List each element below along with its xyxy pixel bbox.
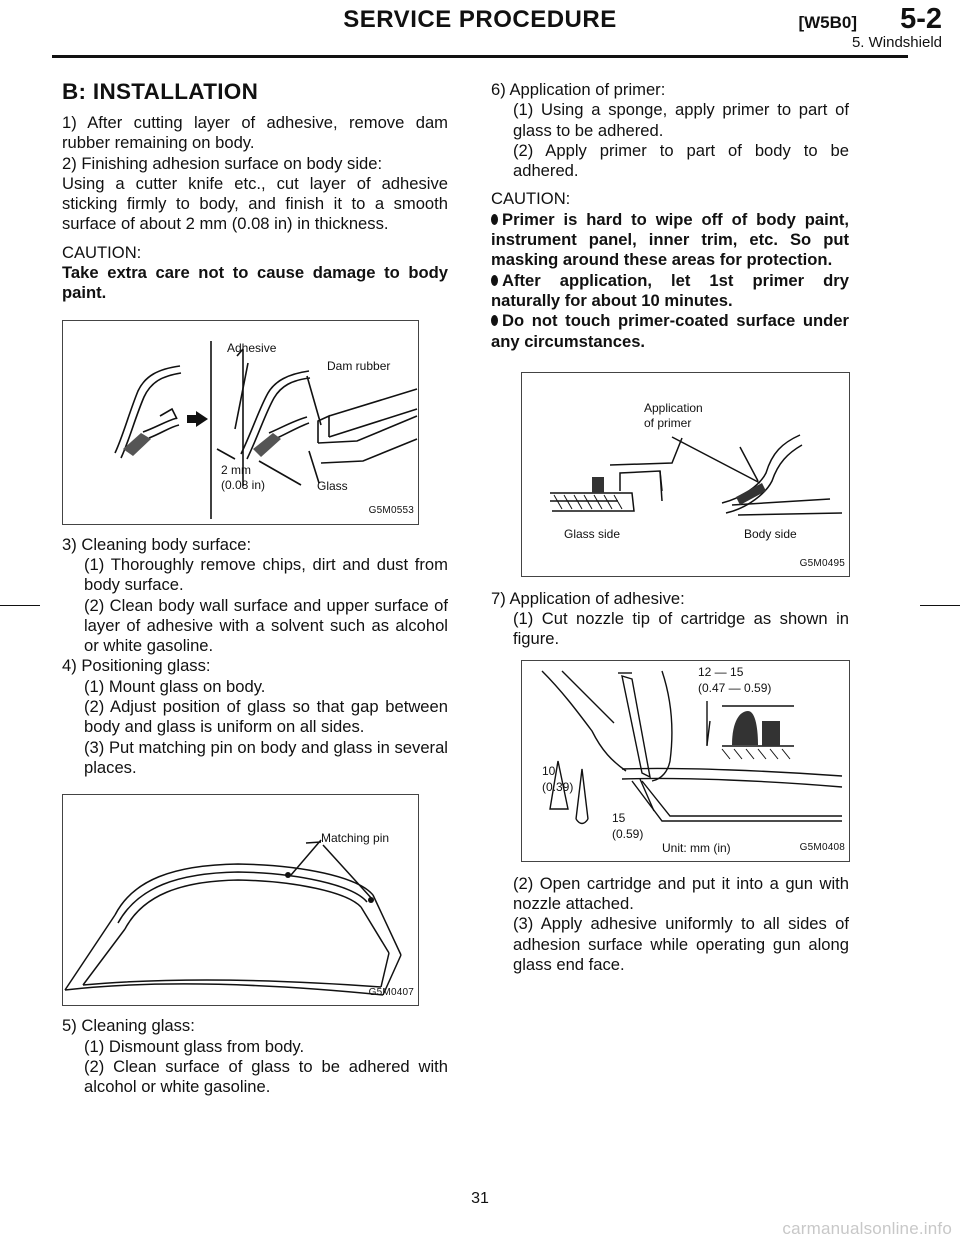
figure-primer-application — [521, 372, 850, 577]
header-code: [W5B0] — [798, 13, 857, 32]
header-subtitle: 5. Windshield — [851, 34, 942, 51]
step-1: 1) After cutting layer of adhesive, remove dam rubber remaining on body. — [62, 113, 448, 153]
label-glass-side: Glass side — [564, 526, 621, 541]
step-3-1: (1) Thoroughly remove chips, dirt and dust from body surface. — [84, 554, 448, 595]
bullet-icon — [491, 315, 498, 326]
label-adhesive: Adhesive — [227, 340, 277, 355]
bullet-icon — [491, 214, 498, 225]
label-of-primer: of primer — [644, 415, 692, 430]
figure-code: G5M0553 — [368, 505, 414, 517]
step-6-1: (1) Using a sponge, apply primer to part of glass to be adhered. — [513, 100, 849, 140]
step-7-1: (1) Cut nozzle tip of cartridge as shown in figure. — [513, 609, 849, 649]
header-title: SERVICE PROCEDURE — [343, 6, 617, 33]
label-047-059: (0.47 — 0.59) — [698, 680, 772, 695]
label-2mm: 2 mm — [221, 462, 251, 477]
caution-title: CAUTION: — [62, 242, 142, 262]
step-4: 4) Positioning glass: — [62, 656, 211, 676]
label-body-side: Body side — [744, 526, 797, 541]
figure-nozzle-cut — [521, 660, 850, 862]
caution-text: Take extra care not to cause damage to body paint. — [62, 263, 448, 303]
label-glass: Glass — [317, 478, 348, 493]
figure-code: G5M0408 — [799, 842, 845, 854]
step-4-3: (3) Put matching pin on body and glass in several places. — [84, 737, 448, 777]
step-7-3: (3) Apply adhesive uniformly to all sides of adhesion surface while operating gun along glass end face. — [513, 914, 849, 974]
caution-item: After application, let 1st primer dry naturally for about 10 minutes. — [491, 270, 849, 310]
caution-title: CAUTION: — [491, 189, 571, 209]
right-margin-mark — [920, 605, 960, 606]
step-5-2: (2) Clean surface of glass to be adhered with alcohol or white gasoline. — [84, 1056, 448, 1097]
label-unit: Unit: mm (in) — [662, 840, 731, 855]
figure-dam-rubber — [62, 320, 419, 525]
step-3: 3) Cleaning body surface: — [62, 534, 252, 554]
step-4-1: (1) Mount glass on body. — [84, 676, 266, 696]
caution-item: Primer is hard to wipe off of body paint, instrument panel, inner trim, etc. So put masking around these areas for protection. — [491, 209, 849, 270]
label-039: (0.39) — [542, 779, 574, 794]
figure-code: G5M0495 — [799, 557, 845, 569]
step-4-2: (2) Adjust position of glass so that gap between body and glass is uniform on all sides. — [84, 697, 448, 737]
label-10: 10 — [542, 763, 556, 778]
step-7-2: (2) Open cartridge and put it into a gun with nozzle attached. — [513, 873, 849, 914]
step-2: 2) Finishing adhesion surface on body side: — [62, 153, 383, 173]
header-section-number: 5-2 — [900, 3, 942, 35]
step-5: 5) Cleaning glass: — [62, 1016, 195, 1036]
label-059: (0.59) — [612, 826, 644, 841]
right-column — [491, 80, 849, 975]
figure-nozzle-drawing — [522, 661, 849, 861]
caution-item: Do not touch primer-coated surface under any circumstances. — [491, 311, 849, 351]
step-2-text: Using a cutter knife etc., cut layer of adhesive sticking firmly to body, and finish it to a smooth surface of about 2 mm (0.08 in) in thickness. — [62, 173, 448, 234]
page-number: 31 — [471, 1190, 489, 1207]
bullet-icon — [491, 275, 498, 286]
step-6-2: (2) Apply primer to part of body to be adhered. — [513, 140, 849, 181]
label-application: Application — [644, 400, 703, 415]
header-rule — [52, 55, 908, 58]
figure-code: G5M0407 — [368, 986, 414, 998]
watermark[interactable]: carmanualsonline.info — [782, 1219, 952, 1238]
label-15: 15 — [612, 810, 626, 825]
figure-matching-pin — [62, 794, 419, 1006]
label-matching-pin: Matching pin — [321, 831, 390, 846]
label-008in: (0.08 in) — [221, 477, 266, 492]
left-margin-mark — [0, 605, 40, 606]
step-3-2: (2) Clean body wall surface and upper surface of layer of adhesive with a solvent such as alcohol or white gasoline. — [84, 595, 448, 656]
section-heading: B: INSTALLATION — [62, 79, 259, 104]
step-6: 6) Application of primer: — [491, 80, 666, 99]
label-dam-rubber: Dam rubber — [327, 358, 391, 373]
step-5-1: (1) Dismount glass from body. — [84, 1036, 305, 1056]
step-7: 7) Application of adhesive: — [491, 588, 685, 608]
label-12-15: 12 — 15 — [698, 664, 744, 679]
left-column — [62, 77, 448, 1097]
figure-matching-pin-drawing — [63, 795, 418, 1005]
